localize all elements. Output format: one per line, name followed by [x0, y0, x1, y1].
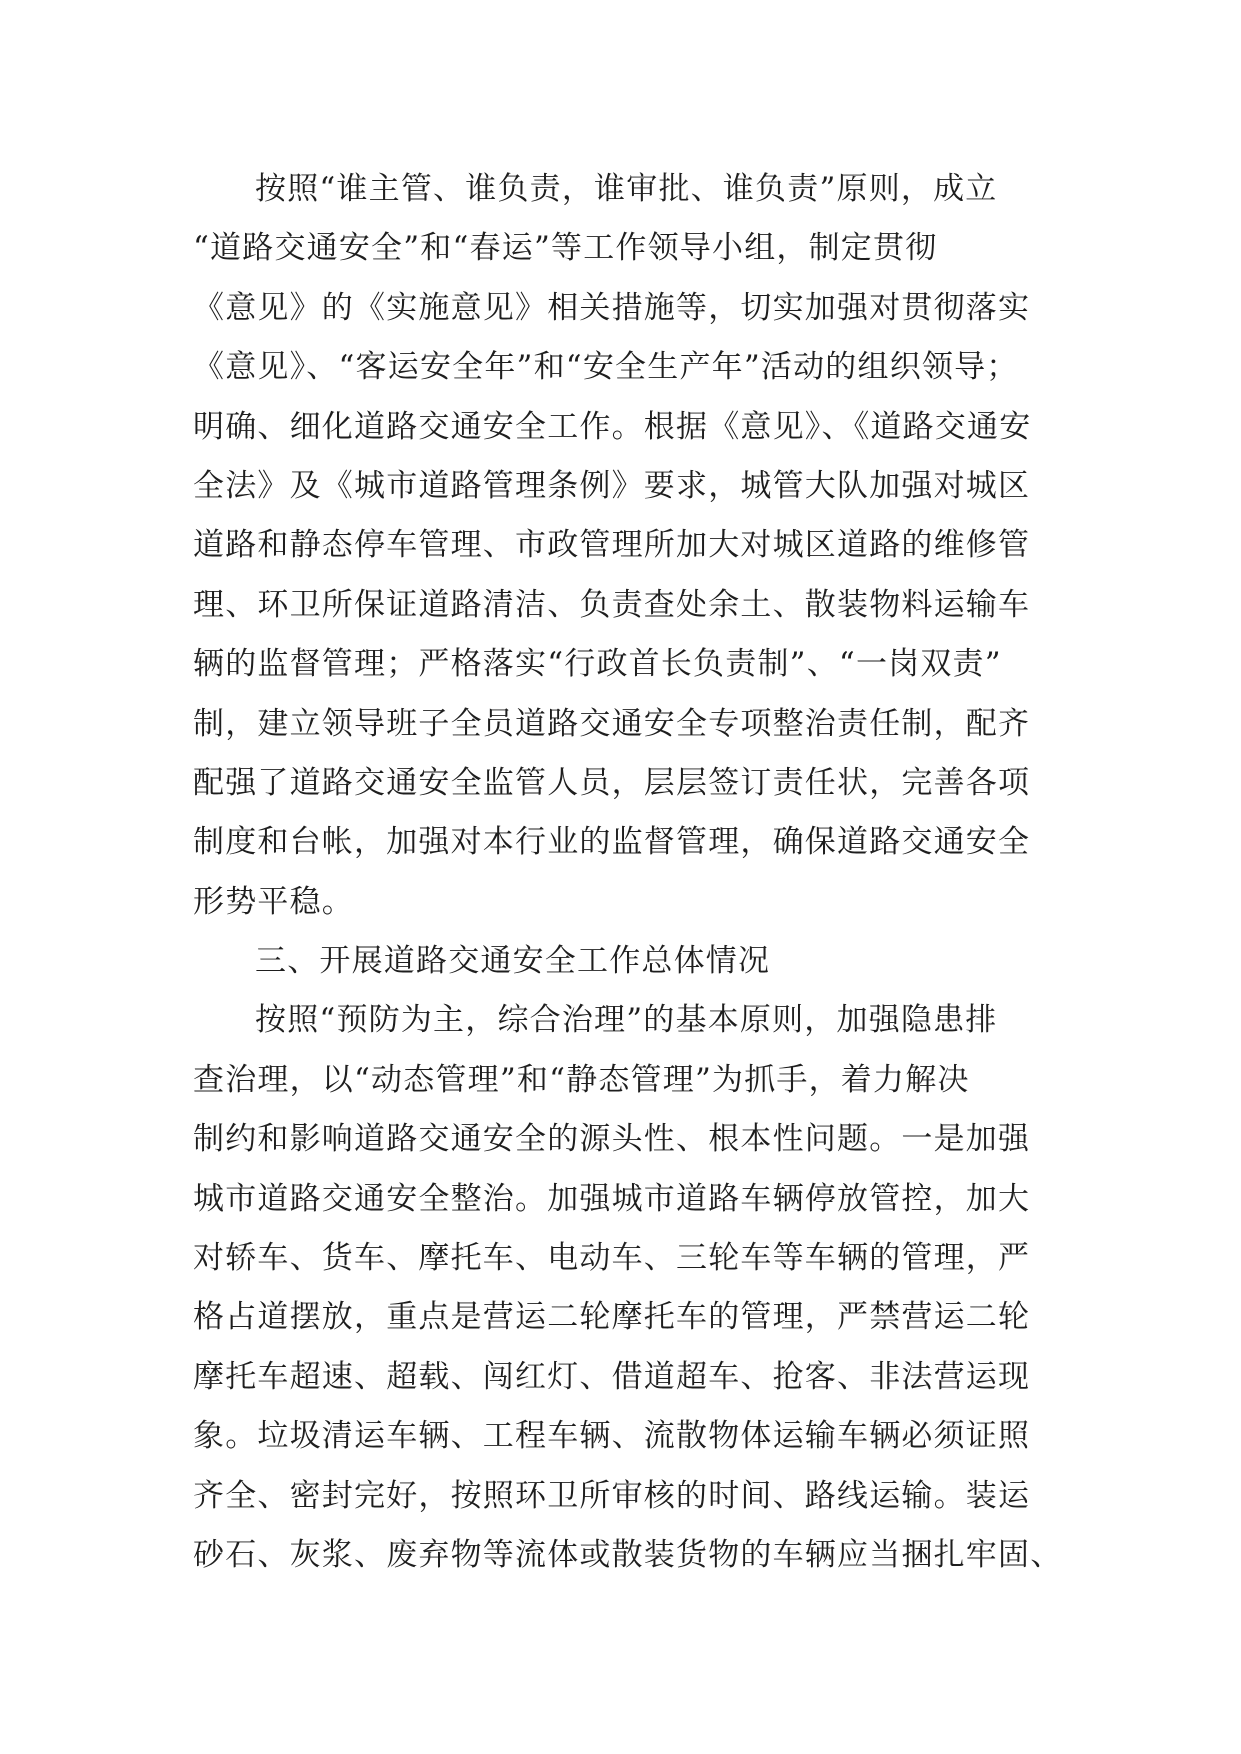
text-line: 《意见》的《实施意见》相关措施等，切实加强对贯彻落实	[193, 289, 1031, 326]
text-line: 按照“谁主管、谁负责，谁审批、谁负责”原则，成立	[255, 171, 998, 207]
text-line: 齐全、密封完好，按照环卫所审核的时间、路线运输。装运	[193, 1477, 1031, 1514]
text-line: “道路交通安全”和“春运”等工作领导小组，制定贯彻	[193, 230, 938, 267]
text-line: 道路和静态停车管理、市政管理所加大对城区道路的维修管	[193, 527, 1031, 564]
document-body	[193, 160, 1063, 1585]
text-line: 全法》及《城市道路管理条例》要求，城管大队加强对城区	[193, 467, 1031, 504]
text-line: 查治理，以“动态管理”和“静态管理”为抓手，着力解决	[193, 1061, 970, 1098]
text-line: 形势平稳。	[193, 883, 354, 920]
text-line: 摩托车超速、超载、闯红灯、借道超车、抢客、非法营运现	[193, 1358, 1031, 1395]
text-line: 按照“预防为主，综合治理”的基本原则，加强隐患排	[255, 1002, 998, 1039]
text-line: 格占道摆放，重点是营运二轮摩托车的管理，严禁营运二轮	[193, 1299, 1031, 1336]
text-line: 明确、细化道路交通安全工作。根据《意见》、《道路交通安	[193, 408, 1032, 445]
section-heading: 三、开展道路交通安全工作总体情况	[255, 943, 771, 980]
text-line: 理、环卫所保证道路清洁、负责查处余土、散装物料运输车	[193, 586, 1031, 623]
text-line: 《意见》、“客运安全年”和“安全生产年”活动的组织领导；	[193, 349, 1019, 386]
text-line: 城市道路交通安全整治。加强城市道路车辆停放管控，加大	[193, 1180, 1031, 1217]
text-line: 制度和台帐，加强对本行业的监督管理，确保道路交通安全	[193, 824, 1031, 861]
text-line: 象。垃圾清运车辆、工程车辆、流散物体运输车辆必须证照	[193, 1418, 1031, 1455]
text-line: 制，建立领导班子全员道路交通安全专项整治责任制，配齐	[193, 705, 1031, 742]
text-line: 砂石、灰浆、废弃物等流体或散装货物的车辆应当捆扎牢固、	[193, 1536, 1063, 1573]
text-line: 辆的监督管理；严格落实“行政首长负责制”、“一岗双责”	[193, 646, 1002, 683]
text-line: 制约和影响道路交通安全的源头性、根本性问题。一是加强	[193, 1121, 1031, 1158]
text-line: 配强了道路交通安全监管人员，层层签订责任状，完善各项	[193, 764, 1031, 801]
text-line: 对轿车、货车、摩托车、电动车、三轮车等车辆的管理，严	[193, 1240, 1031, 1277]
